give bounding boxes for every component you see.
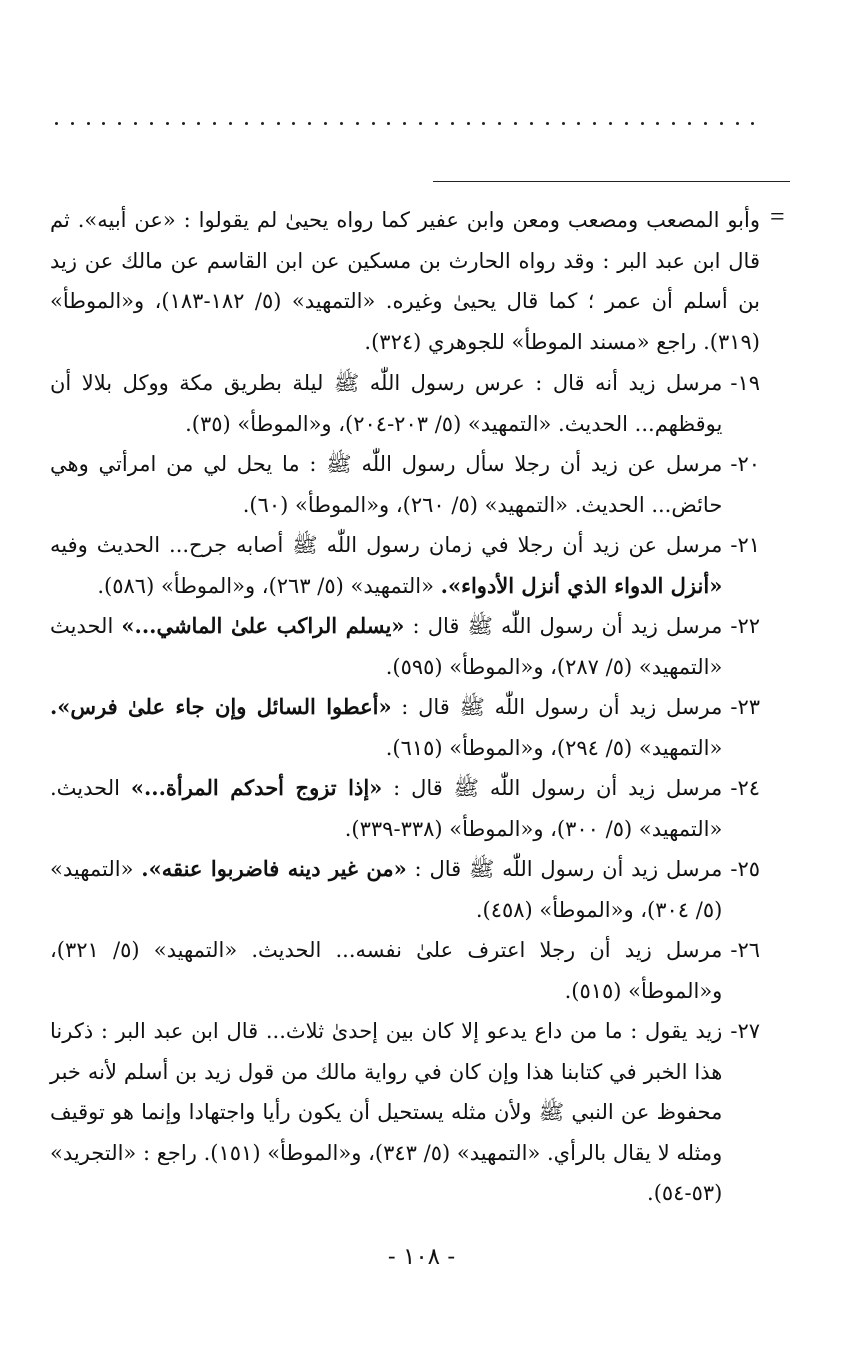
item-text-part: «التمهيد» (٥/ ٢٦٣)، و«الموطأ» (٥٨٦).	[97, 573, 441, 598]
separator-dot	[514, 122, 517, 125]
item-text-part: الحديث «التمهيد» (٥/ ٢٨٧)، و«الموطأ» (٥٩٥).	[50, 614, 723, 679]
quoted-hadith: «إذا تزوج أحدكم المرأة...»	[130, 775, 383, 800]
entry-list	[50, 363, 760, 1214]
list-item	[50, 687, 760, 768]
separator-dot	[435, 122, 438, 125]
item-text	[50, 768, 722, 849]
separator-dot	[419, 122, 422, 125]
item-text-part: مرسل عن زيد أن رجلا سأل رسول اللّٰه ﷺ : ما يحل لي من امرأتي وهي حائض... الحديث. «التمهيد» (٥/ ٢٦٠)، و«الموطأ» (٦٠).	[50, 452, 723, 517]
separator-dot	[372, 122, 375, 125]
quoted-hadith: «أنزل الدواء الذي أنزل الأدواء».	[440, 572, 723, 598]
separator-dot	[498, 122, 501, 125]
item-text-part: مرسل عن زيد أن رجلا في زمان رسول اللّٰه ﷺ أصابه جرح... الحديث وفيه	[50, 533, 723, 557]
list-item	[50, 606, 760, 687]
item-number: ٢٤-	[730, 776, 760, 800]
separator-dot	[530, 122, 533, 125]
item-text-part: «التمهيد» (٥/ ٣٠٤)، و«الموطأ» (٤٥٨).	[50, 857, 723, 922]
item-text-part: مرسل زيد أن رجلا اعترف علىٰ نفسه... الحديث. «التمهيد» (٥/ ٣٢١)، و«الموطأ» (٥١٥).	[50, 938, 723, 1003]
separator-dot	[609, 122, 612, 125]
separator-dot	[229, 122, 232, 125]
footnote-rule	[433, 181, 790, 182]
item-text	[50, 444, 722, 525]
continuation-mark: =	[770, 202, 785, 231]
separator-dot	[562, 122, 565, 125]
separator-dot	[102, 122, 105, 125]
separator-dot	[656, 122, 659, 125]
separator-dot	[546, 122, 549, 125]
separator-dot	[277, 122, 280, 125]
separator-dot	[736, 122, 739, 125]
list-item	[50, 849, 760, 930]
separator-dot	[324, 122, 327, 125]
separator-dot	[213, 122, 216, 125]
separator-dot	[118, 122, 121, 125]
separator-dot	[704, 122, 707, 125]
item-number: ٢٦-	[730, 938, 760, 962]
item-number: ٢٣-	[730, 695, 760, 719]
item-text	[50, 687, 722, 768]
separator-dot	[641, 122, 644, 125]
separator-dot	[292, 122, 295, 125]
separator-dot	[87, 122, 90, 125]
item-text-part: مرسل زيد أن رسول اللّٰه ﷺ قال :	[404, 614, 723, 638]
item-text-part: مرسل زيد أن رسول اللّٰه ﷺ قال :	[382, 776, 723, 800]
separator-dot	[261, 122, 264, 125]
separator-dot	[720, 122, 723, 125]
separator-dot	[245, 122, 248, 125]
item-text-part: الحديث. «التمهيد» (٥/ ٣٠٠)، و«الموطأ» (٣٣٨-٣٣٩).	[50, 776, 723, 841]
separator-dot	[593, 122, 596, 125]
item-number: ٢٥-	[730, 857, 760, 881]
item-number: ٢٢-	[730, 614, 760, 638]
continued-paragraph: وأبو المصعب ومصعب ومعن وابن عفير كما رواه يحيىٰ لم يقولوا : «عن أبيه». ثم قال ابن عبد البر : وقد رواه الحارث بن مسكين عن ابن القاسم عن مالك عن زيد بن أسلم أن عمر ؛ كما قال يحيىٰ وغيره. «التمهيد» (٥/ ١٨٢-١٨٣)، و«الموطأ» (٣١٩). راجع «مسند الموطأ» للجوهري (٣٢٤).	[50, 208, 760, 354]
separator-dot	[197, 122, 200, 125]
list-item	[50, 525, 760, 606]
item-number: ١٩-	[730, 371, 760, 395]
separator-dot	[577, 122, 580, 125]
item-text-part: «التمهيد» (٥/ ٢٩٤)، و«الموطأ» (٦١٥).	[385, 735, 723, 760]
list-item	[50, 1011, 760, 1214]
list-item	[50, 768, 760, 849]
separator-dot	[688, 122, 691, 125]
separator-dot	[403, 122, 406, 125]
separator-dot	[55, 122, 58, 125]
separator-dot	[482, 122, 485, 125]
dotted-separator	[55, 122, 755, 125]
separator-dot	[308, 122, 311, 125]
separator-dot	[387, 122, 390, 125]
item-number: ٢٧-	[730, 1019, 760, 1043]
page-number: - ١٠٨ -	[387, 1244, 456, 1270]
footnote-body	[50, 200, 760, 1214]
separator-dot	[451, 122, 454, 125]
item-text-part: مرسل زيد أن رسول اللّٰه ﷺ قال :	[406, 857, 723, 881]
separator-dot	[150, 122, 153, 125]
quoted-hadith: «يسلم الراكب علىٰ الماشي...»	[121, 613, 405, 638]
item-text	[50, 606, 722, 687]
separator-dot	[166, 122, 169, 125]
item-text	[50, 1011, 722, 1214]
item-text	[50, 525, 722, 606]
quoted-hadith: «من غير دينه فاضربوا عنقه».	[141, 856, 407, 881]
separator-dot	[467, 122, 470, 125]
list-item	[50, 363, 760, 444]
separator-dot	[625, 122, 628, 125]
separator-dot	[134, 122, 137, 125]
separator-dot	[672, 122, 675, 125]
item-text-part: مرسل زيد أنه قال : عرس رسول اللّٰه ﷺ ليلة بطريق مكة ووكل بلالا أن يوقظهم... الحديث. «التمهيد» (٥/ ٢٠٣-٢٠٤)، و«الموطأ» (٣٥).	[50, 371, 723, 436]
item-number: ٢١-	[730, 533, 760, 557]
list-item	[50, 930, 760, 1011]
separator-dot	[340, 122, 343, 125]
item-text	[50, 849, 722, 930]
separator-dot	[71, 122, 74, 125]
item-text-part: زيد يقول : ما من داع يدعو إلا كان بين إحدىٰ ثلاث... قال ابن عبد البر : ذكرنا هذا الخبر في كتابنا هذا وإن كان في رواية مالك من قول زيد بن أسلم لأنه خبر محفوظ عن النبي ﷺ ولأن مثله يستحيل أن يكون رأيا واجتهادا وإنما هو توقيف ومثله لا يقال بالرأي. «التمهيد» (٥/ ٣٤٣)، و«الموطأ» (١٥١). راجع : «التجريد» (٥٣-٥٤).	[50, 1019, 723, 1205]
item-text	[50, 930, 722, 1011]
separator-dot	[182, 122, 185, 125]
item-text-part: مرسل زيد أن رسول اللّٰه ﷺ قال :	[391, 695, 723, 719]
item-number: ٢٠-	[730, 452, 760, 476]
quoted-hadith: «أعطوا السائل وإن جاء علىٰ فرس».	[50, 694, 392, 719]
separator-dot	[356, 122, 359, 125]
list-item	[50, 444, 760, 525]
separator-dot	[751, 122, 754, 125]
item-text	[50, 363, 722, 444]
